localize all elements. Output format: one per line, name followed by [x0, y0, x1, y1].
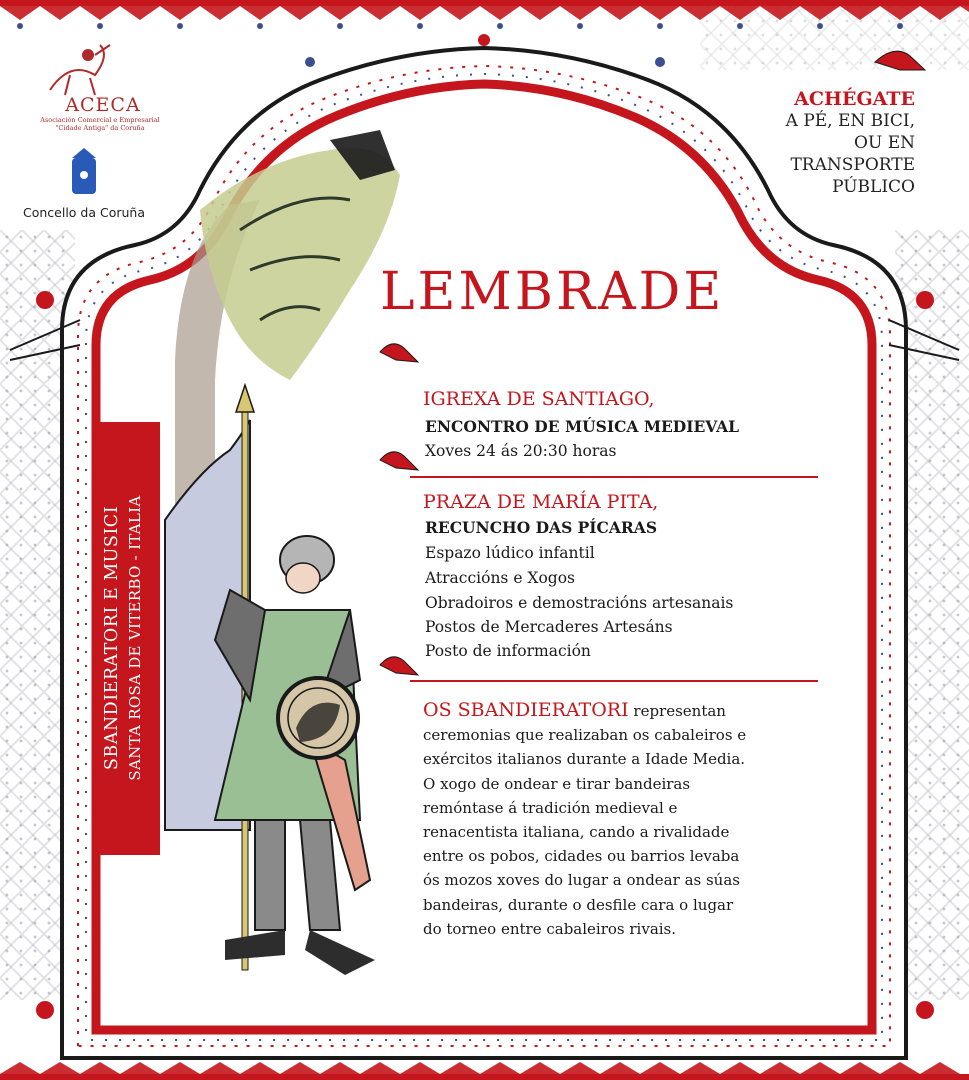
description-line: O xogo de ondear e tirar bandeiras	[423, 774, 691, 793]
transport-callout-line: OU EN	[854, 133, 915, 153]
side-banner-text	[100, 428, 160, 848]
side-banner-line: SBANDIERATORI E MUSICI	[102, 505, 122, 771]
description-line: ceremonias que realizaban os cabaleiros e	[423, 726, 747, 745]
description-line: ós mozos xoves do lugar a ondear as súas	[423, 871, 740, 890]
description-first-line	[423, 698, 823, 723]
event-line: Postos de Mercaderes Artesáns	[425, 618, 673, 636]
divider	[410, 680, 818, 682]
event-line: Espazo lúdico infantil	[425, 544, 595, 562]
aceca-logo-icon	[50, 45, 110, 95]
transport-callout	[715, 88, 915, 198]
transport-callout-title: ACHÉGATE	[794, 88, 915, 110]
event-line: Atraccións e Xogos	[425, 569, 575, 587]
divider	[410, 476, 818, 478]
event-subheading: ENCONTRO DE MÚSICA MEDIEVAL	[425, 417, 740, 436]
description-line: representan	[628, 702, 726, 720]
description-line: do torneo entre cabaleiros rivais.	[423, 919, 677, 938]
event-heading: PRAZA DE MARÍA PITA,	[423, 491, 659, 513]
transport-callout-line: PÚBLICO	[832, 177, 915, 197]
event-line: Xoves 24 ás 20:30 horas	[425, 442, 617, 460]
transport-callout-line: A PÉ, EN BICI,	[785, 111, 915, 131]
description-line: remóntase á tradición medieval e	[423, 798, 678, 817]
description-line: entre os pobos, cidades ou barrios levaba	[423, 847, 740, 866]
transport-callout-line: TRANSPORTE	[790, 155, 915, 175]
top-embroidery-border	[0, 0, 969, 29]
description-lead: OS SBANDIERATORI	[423, 699, 629, 721]
event-line: Posto de información	[425, 642, 591, 660]
side-banner-line: SANTA ROSA DE VITERBO - ITALIA	[126, 495, 144, 781]
concello-name: Concello da Coruña	[22, 205, 145, 220]
concello-crest-icon	[72, 148, 96, 194]
description-line: exércitos italianos durante a Idade Media.	[423, 750, 746, 769]
aceca-name: ACECA	[65, 94, 141, 116]
aceca-tagline: Asociación Comercial e Empresarial "Cidade Antiga" da Coruña	[40, 116, 160, 132]
event-subheading: RECUNCHO DAS PÍCARAS	[425, 518, 658, 537]
event-heading: IGREXA DE SANTIAGO,	[423, 388, 655, 410]
page-title: LEMBRADE	[380, 262, 725, 322]
description	[423, 698, 823, 941]
bottom-embroidery-border	[0, 1062, 969, 1080]
description-line: renacentista italiana, cando a rivalidade	[423, 823, 730, 842]
description-line: bandeiras, durante o desfile cara o lugar	[423, 895, 734, 914]
event-line: Obradoiros e demostracións artesanais	[425, 594, 734, 612]
